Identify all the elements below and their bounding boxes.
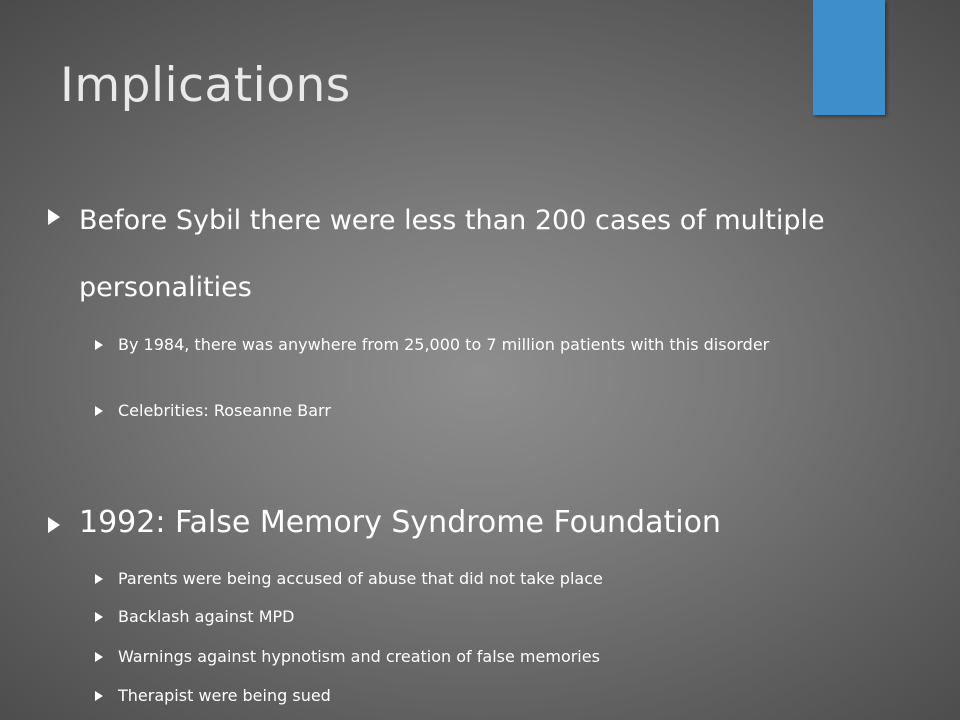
- arrow-right-icon: [95, 612, 103, 622]
- sub-bullet-warnings: [95, 646, 855, 667]
- sub-bullet-text: Parents were being accused of abuse that did not take place: [118, 569, 603, 588]
- bullet-fmsf: [48, 503, 908, 543]
- sub-bullet-text: Warnings against hypnotism and creation of false memories: [118, 647, 600, 666]
- arrow-right-icon: [48, 209, 60, 225]
- sub-bullet-therapist: [95, 685, 855, 706]
- arrow-right-icon: [48, 517, 60, 533]
- sub-bullet-celebrities: [95, 400, 855, 421]
- arrow-right-icon: [95, 691, 103, 701]
- arrow-right-icon: [95, 652, 103, 662]
- sub-bullet-text: Backlash against MPD: [118, 607, 295, 626]
- accent-bar: [813, 0, 885, 115]
- arrow-right-icon: [95, 406, 103, 416]
- sub-bullet-1984: [95, 334, 855, 355]
- bullet-before-sybil: [48, 195, 908, 321]
- sub-bullet-backlash: [95, 606, 855, 627]
- arrow-right-icon: [95, 340, 103, 350]
- bullet-text: 1992: False Memory Syndrome Foundation: [79, 505, 721, 540]
- sub-bullet-parents: [95, 568, 855, 589]
- arrow-right-icon: [95, 574, 103, 584]
- slide-title: Implications: [60, 58, 351, 113]
- sub-bullet-text: By 1984, there was anywhere from 25,000 to 7 million patients with this disorder: [118, 335, 770, 354]
- sub-bullet-text: Celebrities: Roseanne Barr: [118, 401, 331, 420]
- sub-bullet-text: Therapist were being sued: [118, 686, 331, 705]
- bullet-text: Before Sybil there were less than 200 cases of multiple personalities: [79, 205, 825, 303]
